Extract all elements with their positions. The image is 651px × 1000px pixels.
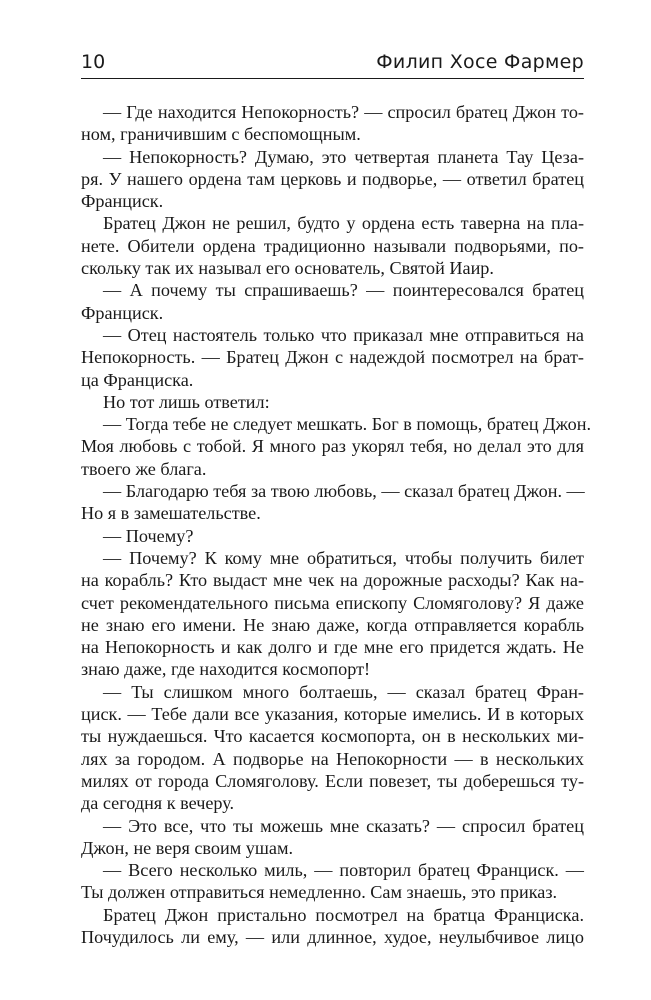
- text-line: Но я в замешательстве.: [81, 503, 261, 524]
- text-line: не знаю его имени. Не знаю даже, когда отправляется корабль: [81, 614, 584, 635]
- text-line: нете. Обители ордена традиционно называли подворьями, по-: [81, 235, 584, 256]
- text-line: — Непокорность? Думаю, это четвертая планета Тау Цеза-: [103, 146, 584, 167]
- text-line: — Благодарю тебя за твою любовь, — сказал братец Джон. —: [103, 481, 585, 502]
- text-line: Почудилось ли ему, — или длинное, худое, неулыбчивое лицо: [81, 926, 584, 947]
- text-line: на корабль? Кто выдаст мне чек на дорожные расходы? Как на-: [81, 570, 584, 591]
- text-line: Франциск.: [81, 191, 164, 212]
- book-page: [81, 0, 592, 1000]
- body-text: [81, 101, 592, 948]
- page-number: 10: [81, 51, 106, 73]
- text-line: циск. — Тебе дали все указания, которые имелись. И в которых: [81, 704, 584, 725]
- text-line: Но тот лишь ответил:: [103, 391, 270, 412]
- running-header: [81, 47, 584, 77]
- text-line: твоего же блага.: [81, 458, 207, 479]
- text-line: Братец Джон пристально посмотрел на братца Франциска.: [103, 904, 584, 925]
- text-line: ца Франциска.: [81, 369, 194, 390]
- header-rule: [81, 78, 584, 79]
- text-line: ты нуждаешься. Что касается космопорта, он в нескольких ми-: [81, 726, 584, 747]
- text-line: Братец Джон не решил, будто у ордена есть таверна на пла-: [103, 213, 584, 234]
- text-line: милях от города Сломяголову. Если повезет, ты доберешься ту-: [81, 770, 584, 791]
- text-line: да сегодня к вечеру.: [81, 793, 235, 814]
- text-line: ном, граничившим с беспомощным.: [81, 124, 361, 145]
- text-line: — А почему ты спрашиваешь? — поинтересовался братец: [103, 280, 584, 301]
- text-line: Джон, не веря своим ушам.: [81, 837, 293, 858]
- text-line: — Где находится Непокорность? — спросил братец Джон то-: [103, 102, 584, 122]
- text-line: — Почему? К кому мне обратиться, чтобы получить билет: [103, 547, 584, 568]
- text-line: счет рекомендательного письма епископу Сломяголову? Я даже: [81, 592, 584, 613]
- text-line: знаю даже, где находится космопорт!: [81, 659, 371, 680]
- text-line: — Почему?: [103, 525, 194, 546]
- text-line: — Отец настоятель только что приказал мне отправиться на: [103, 324, 584, 345]
- text-line: лях за городом. А подворье на Непокорности — в нескольких: [81, 748, 584, 769]
- text-line: ря. У нашего ордена там церковь и подворье, — ответил братец: [81, 168, 584, 189]
- text-line: — Это все, что ты можешь мне сказать? — спросил братец: [103, 815, 584, 836]
- text-line: Ты должен отправиться немедленно. Сам знаешь, это приказ.: [81, 882, 558, 903]
- text-line: — Ты слишком много болтаешь, — сказал братец Фран-: [103, 681, 584, 702]
- text-line: Непокорность. — Братец Джон с надеждой посмотрел на брат-: [81, 347, 584, 368]
- text-line: на Непокорность и как долго и где мне его придется ждать. Не: [81, 637, 584, 658]
- text-line: скольку так их называл его основатель, Святой Иаир.: [81, 258, 494, 279]
- running-title: Филип Хосе Фармер: [376, 51, 584, 73]
- text-line: — Всего несколько миль, — повторил братец Франциск. —: [103, 860, 584, 881]
- text-line: — Тогда тебе не следует мешкать. Бог в помощь, братец Джон.: [103, 414, 592, 435]
- text-line: Моя любовь с тобой. Я много раз укорял тебя, но делал это для: [81, 436, 584, 457]
- text-line: Франциск.: [81, 302, 164, 323]
